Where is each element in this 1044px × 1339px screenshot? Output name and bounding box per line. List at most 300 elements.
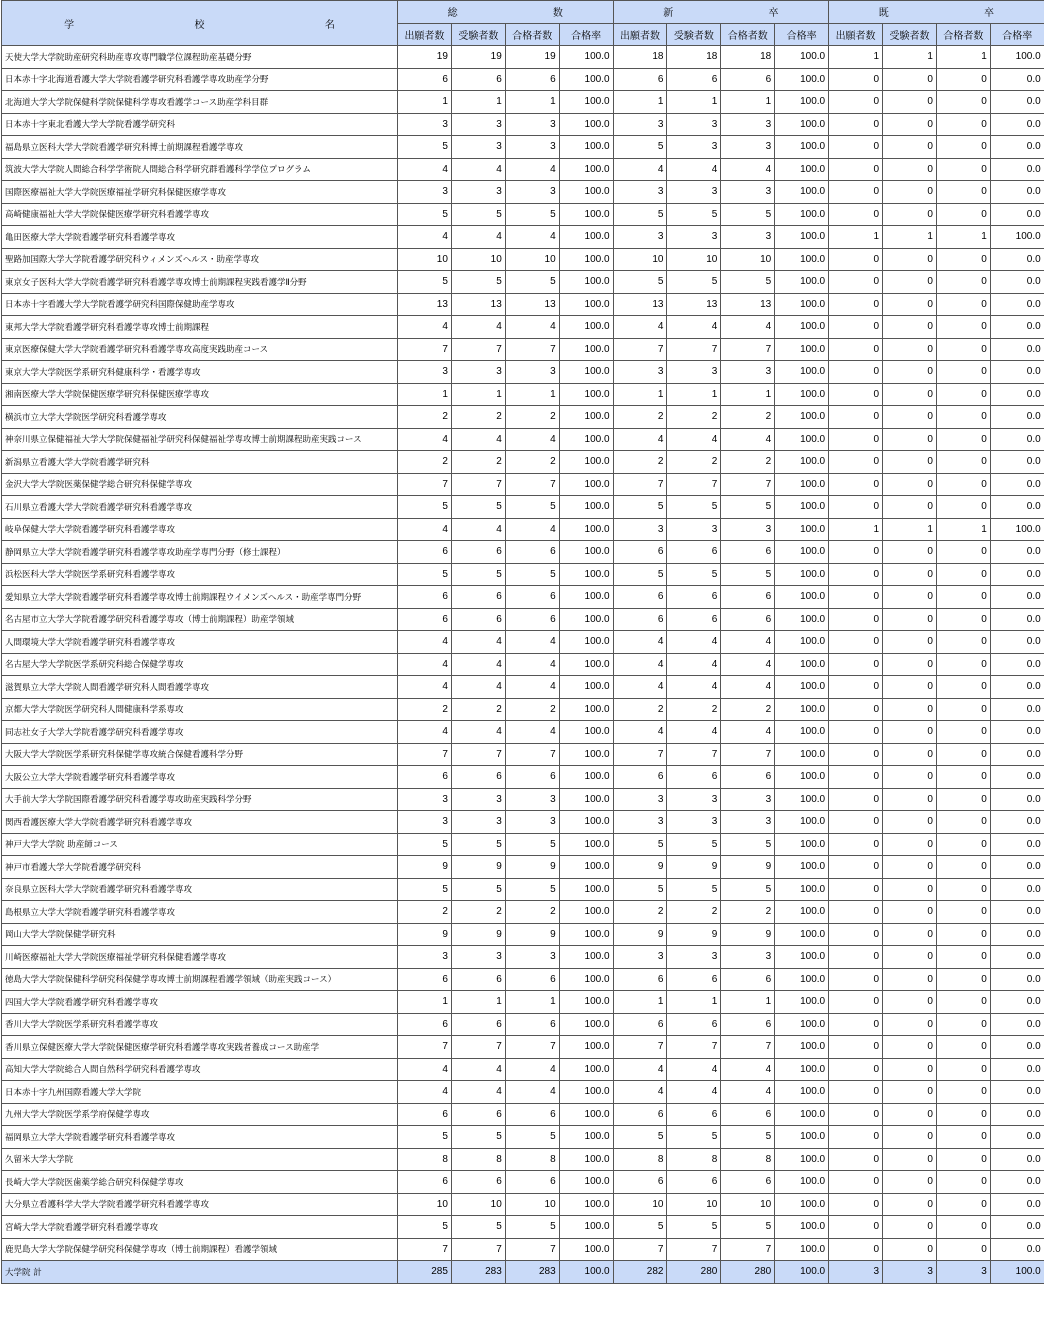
cell-pass-rate: 100.0 [559, 563, 613, 586]
cell-passers: 10 [721, 1193, 775, 1216]
cell-pass-rate: 100.0 [775, 676, 829, 699]
school-name: 愛知県立大学大学院看護学研究科看護学専攻博士前期課程ウイメンズヘルス・助産学専門分野 [2, 586, 398, 609]
cell-pass-rate: 100.0 [775, 608, 829, 631]
cell-examinees: 4 [667, 428, 721, 451]
table-row [2, 406, 1044, 429]
cell-pass-rate: 100.0 [559, 1103, 613, 1126]
cell-examinees: 3 [451, 361, 505, 384]
cell-applicants: 0 [829, 158, 883, 181]
table-row [2, 316, 1044, 339]
cell-passers: 0 [936, 361, 990, 384]
cell-passers: 4 [505, 316, 559, 339]
school-name: 亀田医療大学大学院看護学研究科看護学専攻 [2, 226, 398, 249]
cell-examinees: 4 [451, 226, 505, 249]
header-char: 総 [447, 8, 458, 20]
cell-pass-rate: 100.0 [775, 766, 829, 789]
cell-applicants: 6 [398, 968, 452, 991]
cell-passers: 0 [936, 1103, 990, 1126]
cell-examinees: 0 [883, 698, 937, 721]
table-row [2, 1126, 1044, 1149]
cell-passers: 5 [721, 496, 775, 519]
results-table [1, 0, 1044, 1284]
cell-pass-rate: 100.0 [775, 248, 829, 271]
cell-examinees: 18 [667, 46, 721, 69]
cell-applicants: 2 [613, 698, 667, 721]
table-row [2, 833, 1044, 856]
table-row [2, 113, 1044, 136]
cell-applicants: 3 [613, 113, 667, 136]
cell-pass-rate: 0.0 [990, 338, 1044, 361]
cell-applicants: 0 [829, 721, 883, 744]
cell-pass-rate: 0.0 [990, 113, 1044, 136]
school-name: 名古屋市立大学大学院看護学研究科看護学専攻（博士前期課程）助産学領域 [2, 608, 398, 631]
header-char: 校 [194, 19, 205, 31]
school-name-header [2, 1, 398, 46]
school-name: 四国大学大学院看護学研究科看護学専攻 [2, 991, 398, 1014]
cell-applicants: 7 [613, 338, 667, 361]
school-name: 高崎健康福祉大学大学院保健医療学研究科看護学専攻 [2, 203, 398, 226]
cell-examinees: 0 [883, 946, 937, 969]
cell-passers: 0 [936, 946, 990, 969]
cell-examinees: 3 [451, 113, 505, 136]
school-name: 福岡県立大学大学院看護学研究科看護学専攻 [2, 1126, 398, 1149]
cell-applicants: 0 [829, 991, 883, 1014]
cell-passers: 7 [721, 743, 775, 766]
cell-passers: 0 [936, 383, 990, 406]
cell-passers: 0 [936, 901, 990, 924]
cell-applicants: 0 [829, 496, 883, 519]
cell-pass-rate: 100.0 [559, 293, 613, 316]
cell-examinees: 1 [451, 91, 505, 114]
cell-examinees: 6 [451, 1103, 505, 1126]
cell-pass-rate: 100.0 [559, 586, 613, 609]
cell-passers: 283 [505, 1261, 559, 1284]
cell-passers: 2 [721, 406, 775, 429]
cell-pass-rate: 100.0 [559, 653, 613, 676]
cell-pass-rate: 0.0 [990, 901, 1044, 924]
cell-passers: 5 [505, 1126, 559, 1149]
group-header-total [398, 1, 614, 24]
school-name: 大阪大学大学院医学系研究科保健学専攻統合保健看護科学分野 [2, 743, 398, 766]
school-name: 日本赤十字北海道看護大学大学院看護学研究科看護学専攻助産学分野 [2, 68, 398, 91]
cell-pass-rate: 0.0 [990, 878, 1044, 901]
cell-applicants: 4 [613, 631, 667, 654]
cell-applicants: 18 [613, 46, 667, 69]
cell-applicants: 0 [829, 811, 883, 834]
cell-applicants: 4 [398, 1058, 452, 1081]
cell-examinees: 7 [667, 1036, 721, 1059]
cell-pass-rate: 0.0 [990, 1058, 1044, 1081]
cell-applicants: 6 [613, 1171, 667, 1194]
cell-examinees: 8 [667, 1148, 721, 1171]
cell-examinees: 0 [883, 541, 937, 564]
cell-pass-rate: 0.0 [990, 968, 1044, 991]
cell-examinees: 4 [451, 631, 505, 654]
cell-applicants: 10 [613, 248, 667, 271]
cell-applicants: 0 [829, 91, 883, 114]
cell-pass-rate: 0.0 [990, 946, 1044, 969]
cell-examinees: 4 [451, 428, 505, 451]
cell-examinees: 0 [883, 451, 937, 474]
cell-pass-rate: 0.0 [990, 1036, 1044, 1059]
cell-examinees: 6 [667, 541, 721, 564]
cell-applicants: 5 [398, 1126, 452, 1149]
cell-applicants: 6 [398, 1103, 452, 1126]
cell-passers: 3 [721, 113, 775, 136]
cell-examinees: 0 [883, 1058, 937, 1081]
cell-applicants: 5 [398, 136, 452, 159]
cell-examinees: 5 [667, 878, 721, 901]
cell-passers: 4 [721, 316, 775, 339]
cell-passers: 6 [721, 1171, 775, 1194]
cell-passers: 2 [721, 901, 775, 924]
table-row [2, 698, 1044, 721]
cell-pass-rate: 100.0 [559, 541, 613, 564]
cell-pass-rate: 100.0 [559, 316, 613, 339]
cell-pass-rate: 100.0 [559, 518, 613, 541]
cell-passers: 6 [721, 1103, 775, 1126]
cell-applicants: 3 [398, 113, 452, 136]
cell-examinees: 6 [667, 766, 721, 789]
table-row [2, 293, 1044, 316]
subheader-pass-rate: 合格率 [559, 23, 613, 46]
cell-examinees: 0 [883, 1193, 937, 1216]
cell-passers: 2 [721, 698, 775, 721]
cell-examinees: 6 [667, 1013, 721, 1036]
cell-applicants: 7 [613, 1036, 667, 1059]
cell-applicants: 4 [398, 631, 452, 654]
cell-applicants: 4 [398, 158, 452, 181]
cell-applicants: 7 [613, 1238, 667, 1261]
cell-passers: 0 [936, 68, 990, 91]
cell-examinees: 9 [667, 923, 721, 946]
cell-passers: 0 [936, 653, 990, 676]
cell-applicants: 4 [398, 1081, 452, 1104]
cell-applicants: 4 [398, 428, 452, 451]
cell-pass-rate: 100.0 [775, 856, 829, 879]
table-row [2, 136, 1044, 159]
cell-passers: 4 [721, 721, 775, 744]
header-row-groups [2, 1, 1044, 24]
cell-pass-rate: 0.0 [990, 631, 1044, 654]
table-row [2, 1013, 1044, 1036]
cell-applicants: 0 [829, 338, 883, 361]
cell-applicants: 3 [613, 788, 667, 811]
cell-applicants: 0 [829, 1013, 883, 1036]
cell-pass-rate: 100.0 [775, 586, 829, 609]
school-name: 新潟県立看護大学大学院看護学研究科 [2, 451, 398, 474]
cell-pass-rate: 100.0 [559, 878, 613, 901]
cell-applicants: 4 [613, 1081, 667, 1104]
cell-applicants: 0 [829, 788, 883, 811]
table-body [2, 46, 1044, 1284]
cell-examinees: 4 [451, 653, 505, 676]
cell-applicants: 6 [613, 608, 667, 631]
cell-applicants: 4 [398, 721, 452, 744]
cell-pass-rate: 100.0 [775, 68, 829, 91]
cell-examinees: 1 [451, 383, 505, 406]
cell-pass-rate: 100.0 [559, 136, 613, 159]
cell-examinees: 0 [883, 271, 937, 294]
cell-applicants: 3 [398, 181, 452, 204]
cell-examinees: 2 [667, 698, 721, 721]
cell-examinees: 2 [451, 451, 505, 474]
school-name: 徳島大学大学院保健科学研究科保健学専攻博士前期課程看護学領域（助産実践コース） [2, 968, 398, 991]
cell-examinees: 2 [667, 406, 721, 429]
cell-passers: 0 [936, 316, 990, 339]
table-row [2, 383, 1044, 406]
cell-examinees: 5 [667, 563, 721, 586]
cell-applicants: 0 [829, 316, 883, 339]
cell-examinees: 5 [451, 878, 505, 901]
table-row [2, 428, 1044, 451]
table-row [2, 878, 1044, 901]
cell-passers: 0 [936, 833, 990, 856]
cell-pass-rate: 100.0 [775, 136, 829, 159]
cell-passers: 3 [721, 136, 775, 159]
cell-pass-rate: 100.0 [559, 406, 613, 429]
cell-passers: 0 [936, 766, 990, 789]
cell-applicants: 1 [398, 91, 452, 114]
cell-pass-rate: 100.0 [775, 1171, 829, 1194]
cell-passers: 6 [505, 1103, 559, 1126]
cell-pass-rate: 100.0 [775, 113, 829, 136]
school-name: 九州大学大学院医学系学府保健学専攻 [2, 1103, 398, 1126]
cell-passers: 3 [721, 811, 775, 834]
cell-examinees: 9 [667, 856, 721, 879]
cell-passers: 0 [936, 1216, 990, 1239]
cell-examinees: 4 [451, 1058, 505, 1081]
cell-pass-rate: 100.0 [559, 1193, 613, 1216]
cell-applicants: 4 [398, 653, 452, 676]
cell-pass-rate: 100.0 [559, 676, 613, 699]
cell-passers: 0 [936, 811, 990, 834]
cell-examinees: 6 [667, 1103, 721, 1126]
cell-applicants: 0 [829, 383, 883, 406]
cell-examinees: 5 [451, 496, 505, 519]
cell-examinees: 0 [883, 901, 937, 924]
cell-applicants: 0 [829, 1238, 883, 1261]
cell-pass-rate: 100.0 [559, 181, 613, 204]
cell-pass-rate: 0.0 [990, 653, 1044, 676]
cell-passers: 3 [505, 788, 559, 811]
cell-pass-rate: 100.0 [559, 271, 613, 294]
cell-pass-rate: 100.0 [559, 203, 613, 226]
cell-examinees: 4 [667, 1058, 721, 1081]
cell-examinees: 3 [451, 788, 505, 811]
cell-passers: 18 [721, 46, 775, 69]
cell-passers: 2 [505, 406, 559, 429]
cell-passers: 1 [936, 46, 990, 69]
cell-pass-rate: 0.0 [990, 833, 1044, 856]
cell-passers: 5 [505, 878, 559, 901]
school-name: 湘南医療大学大学院保健医療学研究科保健医療学専攻 [2, 383, 398, 406]
cell-applicants: 0 [829, 1103, 883, 1126]
cell-pass-rate: 0.0 [990, 406, 1044, 429]
cell-examinees: 0 [883, 1238, 937, 1261]
cell-passers: 5 [505, 271, 559, 294]
cell-pass-rate: 100.0 [559, 901, 613, 924]
subheader-applicants: 出願者数 [829, 23, 883, 46]
cell-applicants: 4 [613, 676, 667, 699]
cell-examinees: 0 [883, 788, 937, 811]
school-name: 大分県立看護科学大学大学院看護学研究科看護学専攻 [2, 1193, 398, 1216]
cell-pass-rate: 0.0 [990, 1193, 1044, 1216]
subheader-examinees: 受験者数 [451, 23, 505, 46]
table-row [2, 586, 1044, 609]
cell-examinees: 5 [667, 203, 721, 226]
cell-pass-rate: 100.0 [775, 698, 829, 721]
cell-passers: 0 [936, 1193, 990, 1216]
cell-applicants: 4 [613, 316, 667, 339]
cell-passers: 3 [721, 518, 775, 541]
cell-pass-rate: 100.0 [775, 293, 829, 316]
cell-pass-rate: 0.0 [990, 811, 1044, 834]
cell-pass-rate: 0.0 [990, 788, 1044, 811]
cell-applicants: 0 [829, 968, 883, 991]
cell-examinees: 6 [667, 68, 721, 91]
cell-passers: 1 [721, 91, 775, 114]
subheader-pass-rate: 合格率 [990, 23, 1044, 46]
cell-passers: 6 [721, 1013, 775, 1036]
cell-pass-rate: 100.0 [775, 788, 829, 811]
cell-pass-rate: 100.0 [775, 743, 829, 766]
cell-passers: 9 [505, 923, 559, 946]
cell-passers: 5 [505, 1216, 559, 1239]
cell-examinees: 0 [883, 1013, 937, 1036]
cell-pass-rate: 100.0 [559, 248, 613, 271]
cell-applicants: 282 [613, 1261, 667, 1284]
cell-examinees: 2 [451, 698, 505, 721]
cell-applicants: 0 [829, 1193, 883, 1216]
cell-passers: 0 [936, 1081, 990, 1104]
cell-applicants: 7 [613, 743, 667, 766]
cell-passers: 5 [721, 271, 775, 294]
cell-applicants: 10 [398, 248, 452, 271]
cell-pass-rate: 100.0 [559, 1148, 613, 1171]
cell-applicants: 0 [829, 406, 883, 429]
cell-passers: 0 [936, 451, 990, 474]
cell-passers: 0 [936, 1238, 990, 1261]
cell-passers: 4 [505, 226, 559, 249]
cell-applicants: 6 [613, 766, 667, 789]
cell-applicants: 6 [398, 541, 452, 564]
cell-pass-rate: 0.0 [990, 473, 1044, 496]
cell-applicants: 6 [613, 968, 667, 991]
cell-applicants: 285 [398, 1261, 452, 1284]
cell-applicants: 13 [613, 293, 667, 316]
cell-applicants: 0 [829, 743, 883, 766]
cell-applicants: 1 [829, 46, 883, 69]
cell-applicants: 0 [829, 698, 883, 721]
table-row [2, 1058, 1044, 1081]
cell-pass-rate: 0.0 [990, 68, 1044, 91]
cell-applicants: 0 [829, 676, 883, 699]
cell-examinees: 6 [667, 608, 721, 631]
cell-passers: 5 [721, 1216, 775, 1239]
school-name: 岐阜保健大学大学院看護学研究科看護学専攻 [2, 518, 398, 541]
cell-pass-rate: 100.0 [775, 1261, 829, 1284]
cell-passers: 4 [505, 721, 559, 744]
cell-examinees: 7 [667, 743, 721, 766]
cell-applicants: 10 [398, 1193, 452, 1216]
cell-applicants: 1 [398, 383, 452, 406]
cell-examinees: 6 [451, 968, 505, 991]
cell-examinees: 7 [451, 743, 505, 766]
cell-examinees: 5 [667, 496, 721, 519]
cell-examinees: 4 [667, 676, 721, 699]
cell-applicants: 0 [829, 833, 883, 856]
cell-pass-rate: 0.0 [990, 923, 1044, 946]
header-char: 新 [663, 8, 674, 20]
cell-examinees: 5 [667, 833, 721, 856]
subheader-applicants: 出願者数 [613, 23, 667, 46]
cell-pass-rate: 0.0 [990, 428, 1044, 451]
cell-examinees: 0 [883, 361, 937, 384]
subheader-examinees: 受験者数 [667, 23, 721, 46]
cell-pass-rate: 100.0 [559, 68, 613, 91]
cell-applicants: 3 [613, 226, 667, 249]
cell-applicants: 6 [398, 608, 452, 631]
cell-examinees: 3 [667, 361, 721, 384]
cell-applicants: 0 [829, 1126, 883, 1149]
cell-passers: 9 [721, 923, 775, 946]
cell-examinees: 3 [667, 226, 721, 249]
cell-passers: 7 [721, 473, 775, 496]
table-row [2, 473, 1044, 496]
cell-examinees: 3 [667, 811, 721, 834]
cell-examinees: 283 [451, 1261, 505, 1284]
cell-examinees: 1 [883, 46, 937, 69]
cell-examinees: 0 [883, 1171, 937, 1194]
cell-applicants: 5 [398, 833, 452, 856]
cell-applicants: 1 [613, 91, 667, 114]
cell-applicants: 6 [613, 68, 667, 91]
cell-passers: 6 [505, 968, 559, 991]
cell-examinees: 9 [451, 856, 505, 879]
cell-pass-rate: 100.0 [775, 1036, 829, 1059]
cell-examinees: 10 [451, 1193, 505, 1216]
table-row [2, 743, 1044, 766]
cell-applicants: 0 [829, 1148, 883, 1171]
cell-pass-rate: 100.0 [775, 541, 829, 564]
cell-examinees: 0 [883, 743, 937, 766]
cell-pass-rate: 100.0 [775, 518, 829, 541]
cell-passers: 3 [721, 226, 775, 249]
cell-pass-rate: 100.0 [559, 631, 613, 654]
table-row [2, 1238, 1044, 1261]
cell-examinees: 8 [451, 1148, 505, 1171]
cell-passers: 0 [936, 158, 990, 181]
cell-pass-rate: 100.0 [775, 833, 829, 856]
cell-applicants: 9 [398, 923, 452, 946]
cell-passers: 1 [721, 991, 775, 1014]
cell-examinees: 0 [883, 1216, 937, 1239]
cell-examinees: 10 [667, 1193, 721, 1216]
cell-applicants: 7 [613, 473, 667, 496]
cell-passers: 6 [721, 766, 775, 789]
cell-passers: 3 [721, 181, 775, 204]
cell-passers: 10 [505, 248, 559, 271]
cell-passers: 6 [721, 968, 775, 991]
cell-pass-rate: 100.0 [559, 698, 613, 721]
cell-pass-rate: 100.0 [559, 608, 613, 631]
cell-applicants: 2 [398, 451, 452, 474]
cell-passers: 10 [505, 1193, 559, 1216]
cell-examinees: 1 [451, 991, 505, 1014]
cell-pass-rate: 100.0 [775, 383, 829, 406]
cell-applicants: 1 [398, 991, 452, 1014]
